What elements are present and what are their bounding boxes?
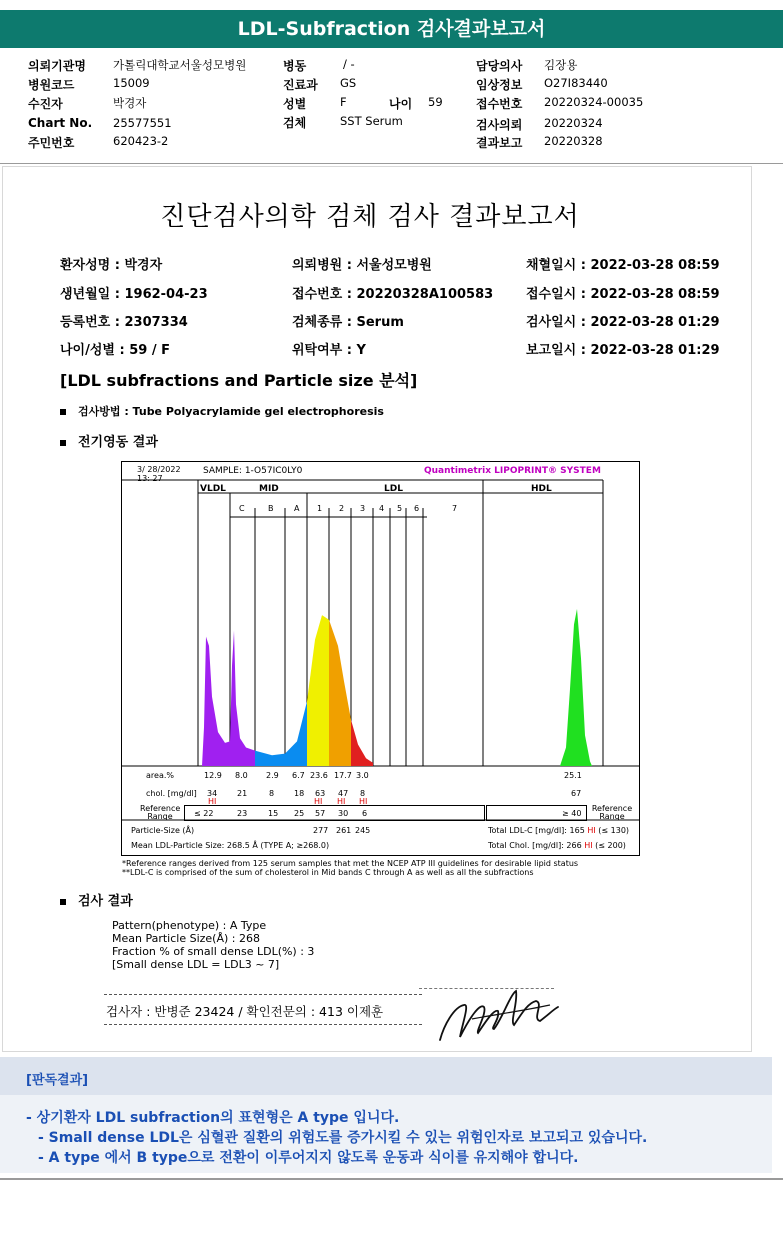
result-pattern: Pattern(phenotype) : A Type <box>112 919 267 932</box>
chol-value: 18 <box>294 789 305 798</box>
band-5: 5 <box>397 504 403 513</box>
chart-note-1: *Reference ranges derived from 125 serum samples that met the NCEP ATP III guidelines for desirable lipid status <box>122 859 579 868</box>
judgement-line-1: - 상기환자 LDL subfraction의 표현형은 A type 입니다. <box>26 1110 400 1126</box>
tester-line: 검사자 : 반병준 23424 / 확인전문의 : 413 이제훈 <box>106 1004 384 1019</box>
signature <box>432 985 562 1047</box>
chart-no-label: Chart No. <box>28 116 93 130</box>
hospital-label: 의뢰기관명 <box>28 59 86 73</box>
doctor-value: 김장용 <box>544 58 578 72</box>
age-sex: 나이/성별 : 59 / F <box>60 343 171 358</box>
hospital-value: 가톨릭대학교서울성모병원 <box>113 58 247 72</box>
hospital-code-label: 병원코드 <box>28 78 75 92</box>
consignment: 위탁여부 : Y <box>292 343 366 358</box>
region-hdl: HDL <box>531 484 552 494</box>
total-chol-text: Total Chol. [mg/dl]: 266 <box>488 841 582 850</box>
chol-value: 21 <box>237 789 248 798</box>
judgement-line-2: - Small dense LDL은 심혈관 질환의 위험도를 증가시킬 수 있는 위험인자로 보고되고 있습니다. <box>38 1130 648 1146</box>
hi-flag: HI <box>208 797 217 806</box>
judgement-title: [판독결과] <box>26 1073 89 1088</box>
hdl-ref-value: ≥ 40 <box>562 809 582 818</box>
result-mean-size: Mean Particle Size(Å) : 268 <box>112 932 260 945</box>
clinical-info-value: O27I83440 <box>544 76 608 90</box>
result-sdldl-note: [Small dense LDL = LDL3 ~ 7] <box>112 958 280 971</box>
request-date-value: 20220324 <box>544 116 603 130</box>
chol-label: chol. [mg/dl] <box>146 789 197 798</box>
result-heading-text: 검사 결과 <box>78 894 133 909</box>
department-value: GS <box>340 76 357 90</box>
result-heading <box>60 890 133 909</box>
band-1: 1 <box>317 504 323 513</box>
chol-value: 34 <box>207 789 218 798</box>
total-chol-ref: (≤ 200) <box>595 841 626 850</box>
electrophoresis-text: 전기영동 결과 <box>78 435 158 450</box>
bottom-divider <box>0 1178 783 1180</box>
chol-value: 47 <box>338 789 349 798</box>
mid-ba-band <box>255 701 307 766</box>
resident-no-label: 주민번호 <box>28 136 75 150</box>
sex-value: F <box>340 95 347 109</box>
examinee-value: 박경자 <box>113 96 147 110</box>
ref-value: 15 <box>268 809 279 818</box>
ref-box-ldl <box>184 805 485 821</box>
report-datetime: 보고일시 : 2022-03-28 01:29 <box>526 343 720 358</box>
region-vldl: VLDL <box>200 484 226 494</box>
ref-value: 23 <box>237 809 248 818</box>
total-ldl-ref: (≤ 130) <box>598 826 630 835</box>
specimen-value: SST Serum <box>340 114 403 128</box>
total-chol-hi: HI <box>584 841 593 850</box>
area-value: 23.6 <box>310 771 328 780</box>
vldl-peak <box>202 637 230 766</box>
area-value: 8.0 <box>235 771 248 780</box>
sex-label: 성별 <box>283 97 307 111</box>
chart-no-value: 25577551 <box>113 116 172 130</box>
receipt-no-value: 20220324-00035 <box>544 95 644 109</box>
area-value: 2.9 <box>266 771 279 780</box>
band-a: A <box>294 504 300 513</box>
ldl1-band <box>307 615 329 766</box>
particle-label: Particle-Size (Å) <box>131 826 195 835</box>
sign-divider-top <box>104 994 422 995</box>
specimen-label: 검체 <box>283 116 307 130</box>
chol-value: 8 <box>360 789 366 798</box>
region-ldl: LDL <box>384 484 403 494</box>
band-c: C <box>239 504 245 513</box>
area-label: area.% <box>146 771 174 780</box>
clinical-info-label: 임상정보 <box>476 78 523 92</box>
patient-name: 환자성명 : 박경자 <box>60 258 163 273</box>
sign-divider-bottom <box>104 1024 422 1025</box>
total-ldl-text: Total LDL-C [mg/dl]: 165 <box>488 826 585 835</box>
receipt-datetime: 접수일시 : 2022-03-28 08:59 <box>526 287 720 302</box>
result-fraction: Fraction % of small dense LDL(%) : 3 <box>112 945 315 958</box>
age-label: 나이 <box>389 97 413 111</box>
judgement-line-3: - A type 에서 B type으로 전환이 이루어지지 않도록 운동과 식이를 유지해야 합니다. <box>38 1150 579 1166</box>
band-3: 3 <box>360 504 366 513</box>
examinee-label: 수진자 <box>28 97 63 111</box>
chart-sample: SAMPLE: 1-O57IC0LY0 <box>203 466 303 476</box>
chart-time: 13: 27 <box>137 474 163 483</box>
band-6: 6 <box>414 504 420 513</box>
ref-value: 25 <box>294 809 305 818</box>
report-date-label: 결과보고 <box>476 136 523 150</box>
report-date-value: 20220328 <box>544 134 603 148</box>
mean-size: Mean LDL-Particle Size: 268.5 Å (TYPE A; ≥268.0) <box>131 841 330 850</box>
ref-value: 57 <box>315 809 326 818</box>
hi-flag: HI <box>337 797 346 806</box>
chart-title: Quantimetrix LIPOPRINT® SYSTEM <box>424 466 601 476</box>
area-value: 6.7 <box>292 771 305 780</box>
ref-label-left: Reference Range <box>140 804 181 821</box>
hospital-code-value: 15009 <box>113 76 150 90</box>
method-text: 검사방법 : Tube Polyacrylamide gel electrophoresis <box>78 405 384 418</box>
department-label: 진료과 <box>283 78 318 92</box>
bullet-icon <box>60 899 66 905</box>
signature-stroke <box>440 991 558 1040</box>
chart-note-2: **LDL-C is comprised of the sum of cholesterol in Mid bands C through A as well as all the subfractions <box>122 868 534 877</box>
chart-date: 3/ 28/2022 <box>137 465 181 474</box>
hi-flag: HI <box>314 797 323 806</box>
ref-label-right: Reference Range <box>591 804 633 821</box>
band-b: B <box>268 504 274 513</box>
ward-label: 병동 <box>283 59 307 73</box>
request-date-label: 검사의뢰 <box>476 118 523 132</box>
section-heading: [LDL subfractions and Particle size 분석] <box>60 371 418 390</box>
hdl-area-value: 25.1 <box>564 771 582 780</box>
area-value: 17.7 <box>334 771 352 780</box>
ldl2-band <box>329 620 351 766</box>
particle-value: 245 <box>355 826 371 835</box>
birth-date: 생년월일 : 1962-04-23 <box>60 287 208 302</box>
bullet-icon <box>60 440 66 446</box>
particle-value: 261 <box>336 826 352 835</box>
total-ldl <box>488 826 629 835</box>
total-ldl-hi: HI <box>587 826 596 835</box>
test-datetime: 검사일시 : 2022-03-28 01:29 <box>526 315 720 330</box>
band-7: 7 <box>452 504 458 513</box>
band-4: 4 <box>379 504 385 513</box>
region-mid: MID <box>259 484 279 494</box>
band-2: 2 <box>339 504 345 513</box>
total-chol <box>488 841 626 850</box>
particle-value: 277 <box>313 826 329 835</box>
doctor-label: 담당의사 <box>476 59 523 73</box>
hdl-chol-value: 67 <box>571 789 582 798</box>
header-divider <box>0 163 783 164</box>
lipoprint-chart <box>121 461 640 856</box>
registration-number: 등록번호 : 2307334 <box>60 315 188 330</box>
chol-value: 8 <box>269 789 275 798</box>
judgement-title-bar <box>0 1057 772 1095</box>
bullet-icon <box>60 409 66 415</box>
receipt-no-label: 접수번호 <box>476 97 523 111</box>
method-line <box>60 403 384 419</box>
hi-flag: HI <box>359 797 368 806</box>
ldl3-band <box>351 720 373 766</box>
resident-no-value: 620423-2 <box>113 134 169 148</box>
report-title: 진단검사의학 검체 검사 결과보고서 <box>160 202 580 232</box>
area-value: 3.0 <box>356 771 369 780</box>
ref-value: ≤ 22 <box>194 809 214 818</box>
ward-value: / - <box>343 57 355 71</box>
receipt-number: 접수번호 : 20220328A100583 <box>292 287 494 302</box>
electrophoresis-heading <box>60 431 158 450</box>
chol-value: 63 <box>315 789 326 798</box>
specimen-type: 검체종류 : Serum <box>292 315 404 330</box>
referring-hospital: 의뢰병원 : 서울성모병원 <box>292 258 432 273</box>
ref-value: 30 <box>338 809 349 818</box>
area-value: 12.9 <box>204 771 222 780</box>
age-value: 59 <box>428 95 443 109</box>
ref-value: 6 <box>362 809 368 818</box>
hdl-peak <box>560 609 592 766</box>
page-title: LDL-Subfraction 검사결과보고서 <box>0 10 783 48</box>
mid-c-peak <box>230 630 255 766</box>
collection-datetime: 채혈일시 : 2022-03-28 08:59 <box>526 258 720 273</box>
chart-svg <box>122 462 639 855</box>
